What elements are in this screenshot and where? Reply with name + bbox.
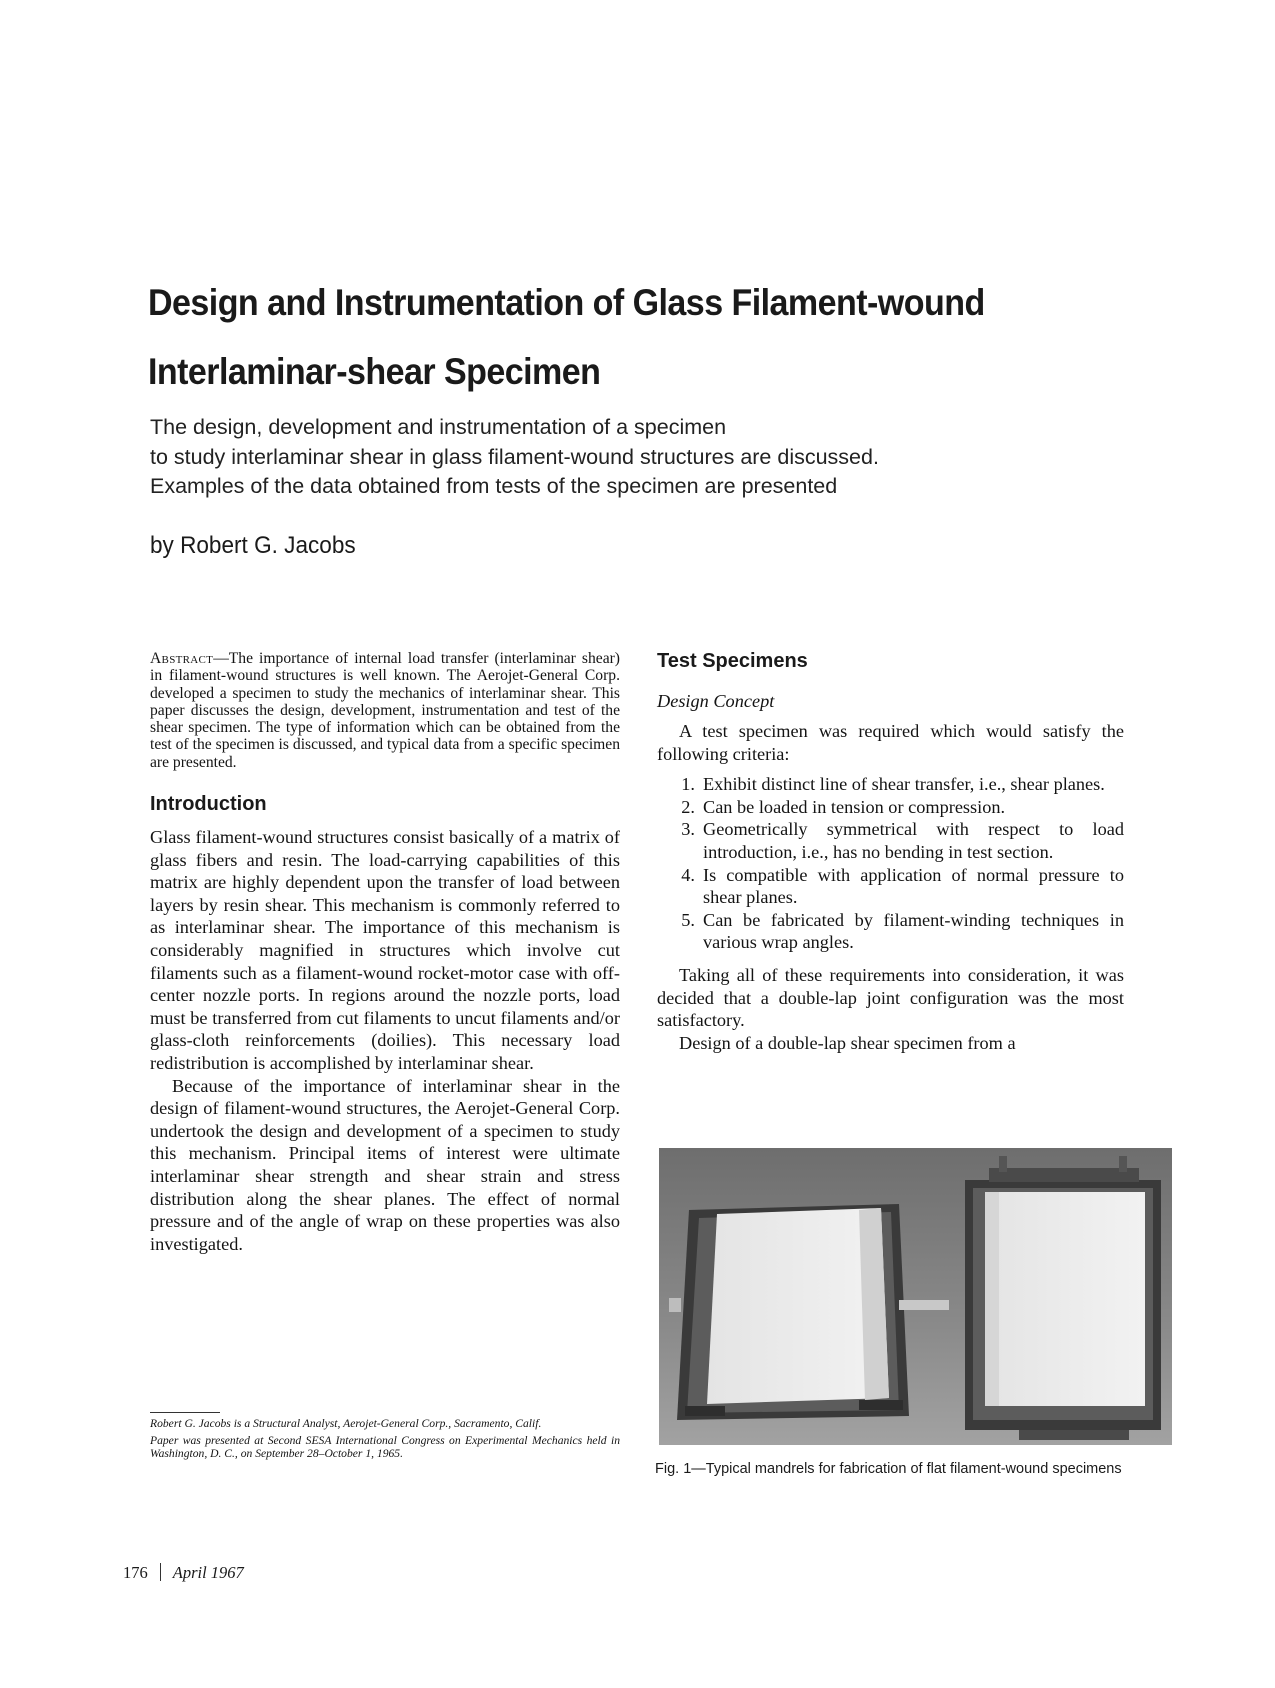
footnote-rule [150,1412,220,1413]
criteria-item [657,818,1124,863]
author-byline: by Robert G. Jacobs [150,532,356,559]
test-specimens-paragraph-3: Design of a double-lap shear specimen from a [679,1032,1016,1053]
footnote-author: Robert G. Jacobs is a Structural Analyst, Aerojet-General Corp., Sacramento, Calif. [150,1417,542,1430]
criteria-number: 2. [681,796,695,817]
abstract [150,650,620,771]
criteria-list [657,773,1124,954]
introduction-heading: Introduction [150,793,267,816]
criteria-item [657,909,1124,954]
criteria-item [657,773,1124,796]
test-specimens-heading: Test Specimens [657,650,808,672]
criteria-text: Exhibit distinct line of shear transfer, i.e., shear planes. [703,774,1105,795]
introduction-paragraph-2: Because of the importance of interlaminar shear in the design of filament-wound structures, the Aerojet-General Corp. undertook the design and development of a specimen to study this mechanism. Principal items of interest were ultimate interlaminar shear strength and shear strain and stress distribution along the shear planes. The effect of normal pressure and of the angle of wrap on these properties was also investigated. [150,1075,620,1254]
criteria-item [657,796,1124,819]
figure-1-photo [659,1148,1172,1445]
subtitle-line-3: Examples of the data obtained from tests of the specimen are presented [150,474,838,498]
subtitle-line-2: to study interlaminar shear in glass filament-wound structures are discussed. [150,444,879,469]
title-line-1: Design and Instrumentation of Glass Filament-wound [148,282,985,323]
criteria-item [657,864,1124,909]
left-column [150,650,620,1255]
issue-date: April 1967 [172,1563,244,1582]
criteria-text: Can be loaded in tension or compression. [703,796,1006,817]
criteria-number: 4. [681,864,695,885]
test-specimens-intro: A test specimen was required which would satisfy the following criteria: [657,721,1124,764]
criteria-text: Is compatible with application of normal pressure to shear planes. [703,864,1124,908]
mandrels-photo [659,1148,1172,1445]
criteria-number: 5. [681,909,695,930]
footnotes [150,1412,620,1464]
page-number: 176 [123,1563,148,1582]
title-line-2: Interlaminar-shear Specimen [148,351,601,392]
subtitle-line-1: The design, development and instrumentation of a specimen [150,415,727,439]
criteria-text: Geometrically symmetrical with respect to load introduction, i.e., has no bending in test section. [703,819,1124,862]
page-footer [123,1563,244,1583]
figure-1-caption: Fig. 1—Typical mandrels for fabrication of flat filament-wound specimens [655,1461,1122,1477]
design-concept-subheading: Design Concept [657,691,775,711]
criteria-text: Can be fabricated by filament-winding techniques in various wrap angles. [703,909,1124,953]
abstract-text: —The importance of internal load transfer (interlaminar shear) in filament-wound structures is well known. The Aerojet-General Corp. developed a specimen to study the mechanics of interlaminar shear. This paper discusses the design, development, instrumentation and test of the shear specimen. The type of information which can be obtained from the test of the specimen is discussed, and typical data from a specific specimen are presented. [150,650,620,771]
footer-separator [160,1563,161,1581]
criteria-number: 1. [681,774,695,795]
paper-title [148,268,1050,406]
criteria-number: 3. [681,819,695,840]
test-specimens-paragraph-2: Taking all of these requirements into consideration, it was decided that a double-lap joint configuration was the most satisfactory. [657,964,1124,1031]
paper-subtitle [150,413,1050,502]
footnote-presented: Paper was presented at Second SESA International Congress on Experimental Mechanics held in Washington, D. C., on September 28–October 1, 1965. [150,1434,620,1460]
abstract-lead: Abstract [150,650,214,667]
right-column [657,650,1124,1054]
introduction-paragraph-1: Glass filament-wound structures consist basically of a matrix of glass fibers and resin. The load-carrying capabilities of this matrix are highly dependent upon the transfer of load between layers by resin shear. This mechanism is commonly referred to as interlaminar shear. The importance of this mechanism is considerably magnified in structures which involve cut filaments such as a filament-wound rocket-motor case with off-center nozzle ports. In regions around the nozzle ports, load must be transferred from cut filaments to uncut filaments and/or glass-cloth reinforcements (doilies). This necessary load redistribution is accomplished by interlaminar shear. [150,827,620,1074]
